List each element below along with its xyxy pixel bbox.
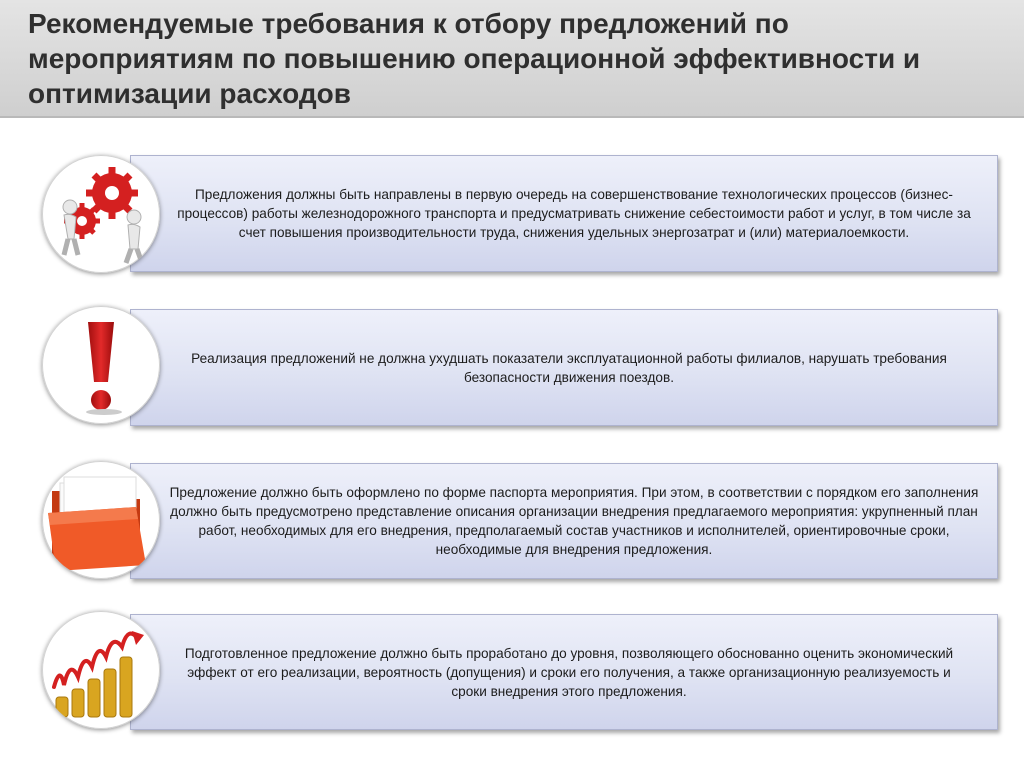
header-bar xyxy=(0,0,1024,118)
page-title: Рекомендуемые требования к отбору предложений по мероприятиям по повышению операционной эффективности и оптимизации расходов xyxy=(28,8,921,109)
requirement-card-4 xyxy=(130,614,998,730)
requirement-text-1: Предложения должны быть направлены в первую очередь на совершенствование технологических процессов (бизнес-процессов) работы железнодорожного транспорта и предусматривать снижение себестоимости работ и услуг, в том числе за счет повышения производительности труда, снижения удельных энергозатрат и (или) материалоемкости. xyxy=(177,187,971,240)
folder-icon xyxy=(42,461,160,579)
requirement-text-3: Предложение должно быть оформлено по форме паспорта мероприятия. При этом, в соответствии с порядком его заполнения должно быть предусмотрено представление описания организации внедрения предлагаемого мероприятия: укрупненный план работ, необходимых для его внедрения, предполагаемый состав участников и исполнителей, ориентировочные сроки, необходимые для внедрения предложения. xyxy=(169,485,979,557)
requirement-card-1 xyxy=(130,155,998,272)
coins-growth-chart-icon xyxy=(42,611,160,729)
requirement-text-2: Реализация предложений не должна ухудшать показатели эксплуатационной работы филиалов, нарушать требования безопасности движения поездов. xyxy=(191,350,947,385)
gears-icon xyxy=(42,155,160,273)
requirement-text-4: Подготовленное предложение должно быть проработано до уровня, позволяющего обоснованно оценить экономический эффект от его реализации, вероятность (допущения) и сроки его получения, а также организационную реализуемость и сроки внедрения этого предложения. xyxy=(184,645,954,699)
exclamation-icon xyxy=(42,306,160,424)
requirement-card-3 xyxy=(130,463,998,579)
requirement-card-2 xyxy=(130,309,998,426)
